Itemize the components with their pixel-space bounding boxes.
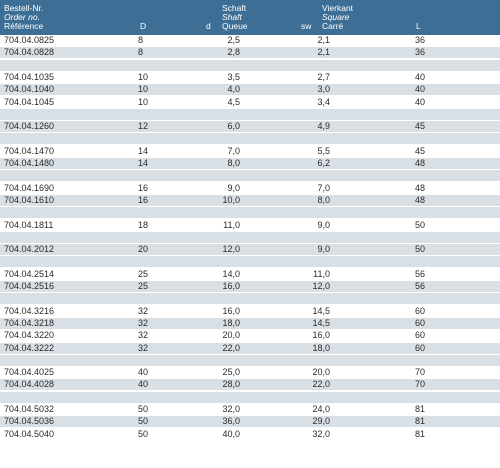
table-row [0,121,500,132]
cell-d: 20,0 [222,330,240,341]
cell-order-no: 704.04.3216 [4,305,55,316]
header-bestell-en: Order no. [4,12,40,22]
cell-d: 22,0 [222,342,240,353]
table-row [0,330,500,341]
cell-order-no: 704.04.3218 [4,317,55,328]
cell-sw: 32,0 [312,428,330,439]
cell-d: 10,0 [222,194,240,205]
cell-d: 12,0 [222,244,240,255]
group-separator [0,109,500,120]
header-vierkant-en: Square [322,12,350,22]
table-row [0,195,500,206]
cell-sw: 2,7 [317,71,330,82]
cell-sw: 14,5 [312,305,330,316]
table-row [0,416,500,427]
table-row [0,84,500,95]
cell-sw: 12,0 [312,281,330,291]
cell-d: 6,0 [227,121,240,132]
cell-L: 60 [415,317,426,328]
table-header [0,0,500,35]
cell-D: 50 [138,404,149,414]
cell-sw: 11,0 [313,268,330,279]
table-row [0,220,500,231]
cell-L: 45 [415,145,426,156]
cell-sw: 2,1 [317,47,330,58]
cell-D: 18 [138,219,149,230]
cell-order-no: 704.04.1040 [4,84,55,95]
table-row [0,379,500,390]
cell-L: 48 [415,182,426,193]
cell-order-no: 704.04.1470 [4,145,55,156]
cell-sw: 5,5 [317,145,330,156]
cell-order-no: 704.04.0825 [4,35,55,45]
table-row [0,306,500,317]
cell-L: 48 [415,158,426,168]
cell-order-no: 704.04.4028 [4,379,55,390]
cell-D: 32 [138,317,149,328]
cell-sw: 18,0 [312,342,330,353]
cell-d: 9,0 [227,182,240,193]
cell-D: 25 [138,281,149,291]
cell-L: 40 [415,71,426,82]
cell-order-no: 704.04.1811 [4,219,54,230]
cell-order-no: 704.04.2516 [4,281,55,291]
cell-D: 40 [138,379,149,390]
cell-d: 16,0 [222,305,240,316]
cell-sw: 29,0 [312,416,330,427]
cell-L: 40 [415,84,426,95]
cell-L: 56 [415,268,426,279]
group-separator [0,133,500,144]
group-separator [0,392,500,403]
cell-order-no: 704.04.2514 [4,268,55,279]
header-L: L [416,21,421,31]
cell-D: 50 [138,416,149,427]
cell-L: 60 [415,342,426,353]
cell-sw: 2,1 [317,35,330,45]
cell-D: 25 [138,268,149,279]
cell-L: 70 [415,367,426,378]
group-separator [0,293,500,304]
cell-d: 32,0 [222,404,240,414]
cell-order-no: 704.04.5040 [4,428,55,439]
group-separator [0,256,500,267]
cell-order-no: 704.04.3222 [4,342,55,353]
table-row [0,183,500,194]
cell-order-no: 704.04.4025 [4,367,55,378]
group-separator [0,232,500,243]
cell-L: 70 [415,379,426,390]
cell-D: 8 [138,47,144,58]
cell-d: 2,5 [227,35,240,45]
header-vierkant-fr: Carré [322,21,344,31]
table-row [0,146,500,157]
cell-sw: 22,0 [312,379,330,390]
group-separator [0,355,500,366]
cell-D: 10 [138,84,149,95]
table-row [0,367,500,378]
header-vierkant-de: Vierkant [322,3,354,13]
cell-D: 14 [138,145,149,156]
cell-sw: 3,4 [317,96,330,107]
cell-d: 36,0 [222,416,240,427]
header-schaft-en: Shaft [222,12,242,22]
cell-sw: 16,0 [312,330,330,341]
cell-sw: 24,0 [312,404,330,414]
cell-sw: 7,0 [317,182,330,193]
cell-sw: 6,2 [317,158,330,168]
cell-L: 48 [415,194,426,205]
cell-D: 32 [138,330,149,341]
cell-sw: 3,0 [317,84,330,95]
header-schaft-fr: Queue [222,21,248,31]
cell-order-no: 704.04.1480 [4,158,55,168]
cell-order-no: 704.04.2012 [4,244,55,255]
cell-D: 14 [138,158,149,168]
cell-order-no: 704.04.5036 [4,416,55,427]
cell-d: 2,8 [227,47,240,58]
cell-L: 81 [415,428,426,439]
cell-d: 18,0 [222,317,240,328]
cell-d: 40,0 [222,428,240,439]
cell-D: 10 [138,96,149,107]
cell-D: 20 [138,244,149,255]
cell-order-no: 704.04.1610 [4,194,55,205]
cell-order-no: 704.04.1045 [4,96,55,107]
table-row [0,158,500,169]
cell-d: 4,0 [227,84,240,95]
cell-d: 8,0 [227,158,240,168]
cell-order-no: 704.04.5032 [4,404,55,414]
table-row [0,404,500,415]
cell-order-no: 704.04.3220 [4,330,55,341]
cell-L: 60 [415,305,426,316]
table-row [0,244,500,255]
cell-D: 8 [138,35,144,45]
table-row [0,72,500,83]
table-row [0,318,500,329]
table-row [0,35,500,46]
header-d: d [206,21,211,31]
cell-L: 50 [415,244,426,255]
cell-L: 50 [415,219,426,230]
table-row [0,281,500,292]
header-schaft-de: Schaft [222,3,247,13]
cell-L: 36 [415,47,426,58]
cell-d: 4,5 [227,96,240,107]
cell-d: 14,0 [222,268,240,279]
cell-sw: 9,0 [317,244,330,255]
cell-D: 40 [138,367,149,378]
cell-order-no: 704.04.0828 [4,47,55,58]
group-separator [0,60,500,71]
cell-D: 16 [138,194,149,205]
table-row [0,47,500,58]
cell-L: 60 [415,330,426,341]
cell-d: 25,0 [222,367,240,378]
cell-L: 81 [415,416,426,427]
header-bestell-de: Bestell-Nr. [4,3,44,13]
cell-L: 56 [415,281,426,291]
cell-d: 11,0 [223,219,240,230]
cell-D: 10 [138,71,149,82]
cell-order-no: 704.04.1690 [4,182,55,193]
table-row [0,429,500,440]
table-row [0,343,500,354]
cell-sw: 4,9 [317,121,330,132]
cell-D: 32 [138,305,149,316]
cell-d: 16,0 [222,281,240,291]
cell-L: 81 [415,404,426,414]
header-bestell-fr: Référence [4,21,44,31]
group-separator [0,207,500,218]
cell-D: 16 [138,182,149,193]
cell-d: 7,0 [227,145,240,156]
cell-d: 3,5 [227,71,240,82]
cell-sw: 20,0 [312,367,330,378]
cell-sw: 9,0 [317,219,330,230]
cell-sw: 14,5 [312,317,330,328]
cell-D: 32 [138,342,149,353]
header-D: D [140,21,147,31]
table-row [0,269,500,280]
group-separator [0,170,500,181]
cell-order-no: 704.04.1035 [4,71,55,82]
header-sw: sw [301,21,312,31]
table-row [0,97,500,108]
cell-L: 36 [415,35,426,45]
cell-D: 12 [138,121,149,132]
cell-sw: 8,0 [317,194,330,205]
cell-L: 45 [415,121,426,132]
cell-order-no: 704.04.1260 [4,121,55,132]
cell-L: 40 [415,96,426,107]
cell-D: 50 [138,428,149,439]
cell-d: 28,0 [222,379,240,390]
